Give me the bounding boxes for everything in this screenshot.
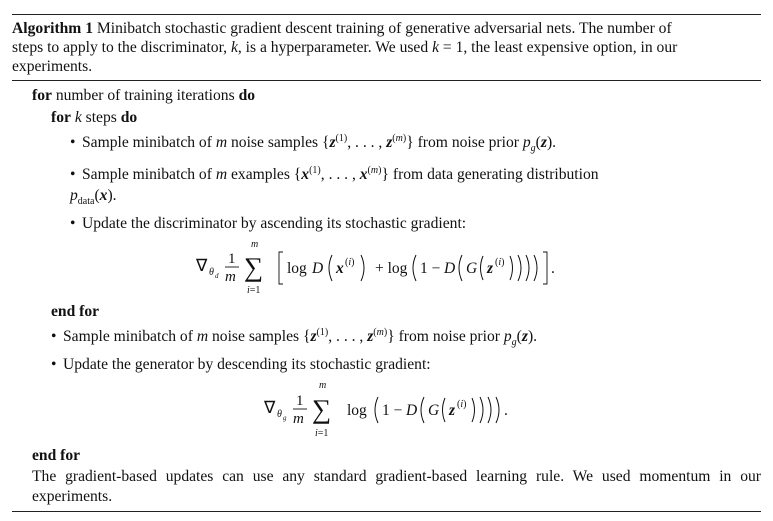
do-inner-keyword: do — [120, 108, 138, 126]
end-for-inner — [12, 301, 761, 323]
end-for-outer — [12, 445, 761, 467]
svg-text:1: 1 — [296, 393, 304, 410]
inner-bullet-2-m: m — [215, 165, 228, 183]
svg-text:m: m — [319, 380, 327, 392]
svg-text:m: m — [293, 411, 304, 428]
svg-text:+ log: + log — [375, 259, 408, 277]
inner-bullet-2-cont — [12, 185, 761, 213]
generator-gradient-equation — [12, 375, 761, 445]
algorithm-caption — [12, 15, 761, 76]
inner-bullet-2-set: {$x^{(1)}$, . . . , $x^{(m)}$} — [293, 164, 389, 183]
svg-text:(i): (i) — [345, 256, 355, 268]
svg-text:θ: θ — [209, 266, 214, 278]
generator-equation-svg — [258, 375, 578, 445]
for-inner-line — [12, 107, 761, 129]
outer-bullet-2-text: Update the generator by descending its stochastic gradient: — [63, 355, 431, 373]
inner-bullet-2-text-a: Sample minibatch of — [82, 165, 212, 183]
svg-text:1 −: 1 − — [382, 402, 403, 420]
svg-text:1 −: 1 − — [420, 259, 441, 277]
algorithm-body — [12, 81, 761, 511]
inner-bullet-2-data: $p_{data}(x)$. — [70, 187, 117, 208]
svg-text:G: G — [428, 402, 440, 420]
svg-text:D: D — [444, 259, 456, 277]
bullet-icon: • — [51, 328, 57, 346]
inner-bullet-1-text-d: from noise prior — [417, 134, 519, 152]
inner-bullet-3 — [12, 213, 761, 235]
bullet-icon: • — [70, 165, 76, 183]
outer-bullet-1 — [12, 322, 761, 354]
svg-text:G: G — [466, 259, 478, 277]
inner-bullet-1-prior: $p_g(z)$. — [522, 134, 557, 155]
svg-text:∇: ∇ — [264, 398, 276, 418]
for-inner-keyword: for — [51, 108, 71, 126]
final-remark — [12, 467, 761, 511]
discriminator-gradient-equation — [12, 235, 761, 301]
svg-text:g: g — [283, 414, 287, 423]
final-remark-text: The gradient-based updates can use any standard gradient-based learning rule. We used momentum in our experiments. — [32, 467, 761, 505]
bullet-icon: • — [51, 355, 57, 373]
inner-bullet-2 — [12, 160, 761, 186]
bullet-icon: • — [70, 134, 76, 152]
svg-text:.: . — [551, 259, 555, 277]
inner-bullet-2-text-c: examples — [231, 165, 290, 183]
end-for-outer-keyword: end for — [32, 447, 81, 465]
caption-line-1 — [12, 19, 761, 38]
algorithm-block — [12, 14, 761, 512]
for-inner-text: k steps — [74, 108, 117, 126]
svg-text:θ: θ — [277, 409, 282, 421]
inner-bullet-1-set: {$z^{(1)}$, . . . , $z^{(m)}$} — [321, 133, 414, 152]
svg-text:m: m — [225, 268, 236, 285]
bullet-icon: • — [70, 215, 76, 233]
outer-bullet-1-text-c: noise samples — [212, 328, 300, 346]
outer-bullet-1-text-a: Sample minibatch of — [63, 328, 193, 346]
inner-bullet-1-text-a: Sample minibatch of — [82, 134, 212, 152]
caption-line-3: experiments. — [12, 58, 93, 75]
svg-text:d: d — [215, 271, 219, 280]
svg-text:D: D — [406, 402, 418, 420]
svg-text:.: . — [504, 402, 508, 420]
end-for-inner-keyword: end for — [51, 302, 100, 320]
svg-text:m: m — [251, 238, 259, 250]
for-outer-keyword: for — [32, 87, 52, 104]
outer-bullet-1-text-d: from noise prior — [398, 328, 500, 346]
svg-text:z: z — [487, 259, 494, 277]
discriminator-equation-svg — [190, 235, 650, 301]
svg-text:i=1: i=1 — [247, 284, 261, 296]
svg-text:log: log — [287, 259, 307, 277]
caption-text-1: Minibatch stochastic gradient descent training of generative adversarial nets. The number of — [96, 20, 672, 37]
inner-bullet-1-text-c: noise samples — [231, 134, 319, 152]
outer-bullet-1-prior: $p_g(z)$. — [503, 328, 538, 349]
svg-text:z: z — [449, 402, 456, 420]
svg-text:D: D — [312, 259, 324, 277]
svg-text:log: log — [347, 402, 367, 420]
svg-text:∑: ∑ — [244, 251, 264, 282]
svg-text:∑: ∑ — [312, 394, 332, 425]
algorithm-title: Algorithm 1 — [12, 20, 93, 37]
outer-bullet-1-set: {$z^{(1)}$, . . . , $z^{(m)}$} — [302, 327, 395, 346]
bottom-rule — [12, 511, 761, 512]
inner-bullet-3-text: Update the discriminator by ascending its stochastic gradient: — [82, 215, 467, 233]
do-outer-keyword: do — [238, 87, 256, 104]
svg-text:i=1: i=1 — [315, 428, 329, 440]
svg-text:x: x — [336, 259, 344, 277]
for-outer-line — [12, 85, 761, 107]
svg-text:(i): (i) — [495, 256, 505, 268]
svg-text:1: 1 — [228, 250, 236, 267]
svg-text:(i): (i) — [457, 399, 467, 411]
inner-bullet-2-text-d: from data generating distribution — [392, 165, 599, 183]
for-outer-text: number of training iterations — [55, 87, 235, 104]
inner-bullet-1 — [12, 128, 761, 160]
inner-bullet-1-m: m — [215, 134, 228, 152]
svg-text:∇: ∇ — [196, 255, 208, 275]
outer-bullet-1-m: m — [196, 328, 209, 346]
outer-bullet-2 — [12, 354, 761, 376]
caption-line-2: steps to apply to the discriminator, k, is a hyperparameter. We used k = 1, the least expensive option, in our — [12, 39, 678, 56]
